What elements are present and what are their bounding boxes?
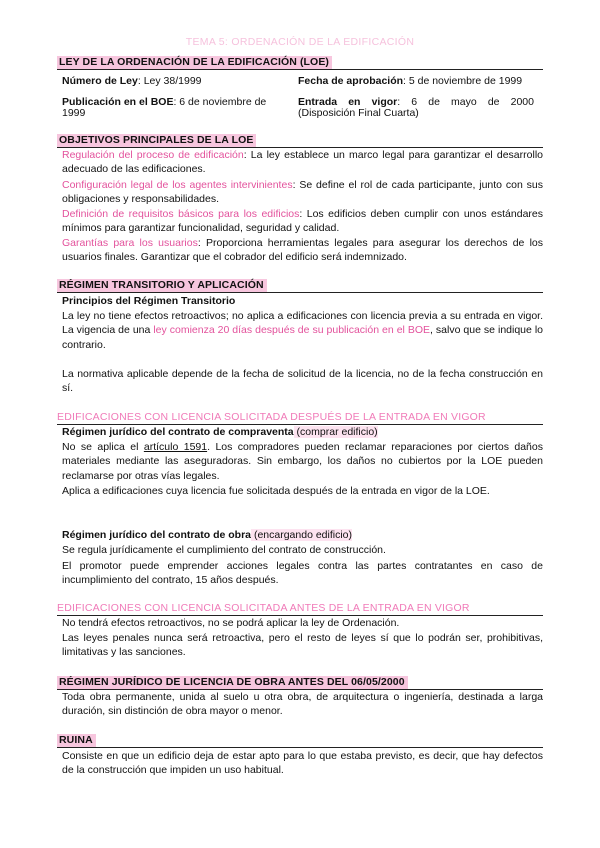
entry-into-force-value: : 6 de mayo de 2000 (Disposición Final Cuarta)	[298, 96, 534, 119]
paragraph: La normativa aplicable depende de la fecha de solicitud de la licencia, no de la fecha construcción en sí.	[62, 368, 543, 395]
paragraph: Las leyes penales nunca será retroactiva, pero el resto de leyes sí que lo podrán ser, prohibitivas, limitativas y las sanciones.	[62, 632, 543, 659]
approval-date	[298, 74, 543, 88]
paragraph: Toda obra permanente, unida al suelo u otra obra, de arquitectura o ingeniería, destinada a larga duración, sin distinción de obra mayor o menor.	[62, 691, 543, 718]
section-heading-before-entry: EDIFICACIONES CON LICENCIA SOLICITADA ANTES DE LA ENTRADA EN VIGOR	[57, 602, 470, 614]
objective-text: : Los edificios deben cumplir con unos estándares mínimos para garantizar funcionalidad, seguridad y calidad.	[62, 208, 543, 235]
objective-item	[62, 148, 543, 177]
objective-text: : La ley establece un marco legal para garantizar el desarrollo adecuado de las edificaciones.	[62, 149, 543, 176]
paragraph	[62, 440, 543, 483]
boe-publication-label: Publicación en el BOE	[62, 96, 174, 108]
approval-date-value: : 5 de noviembre de 1999	[403, 75, 523, 87]
subheading-sale-contract	[62, 425, 462, 439]
highlighted-text: ley comienza 20 días después de su publicación en el BOE	[153, 324, 431, 337]
section-heading-transitional: RÉGIMEN TRANSITORIO Y APLICACIÓN	[57, 279, 267, 292]
objective-text: : Proporciona herramientas legales para asegurar los derechos de los usuarios finales. Garantizar que el cobrador del edificio será indemnizado.	[62, 237, 544, 264]
objective-title: Definición de requisitos básicos para los edificios	[62, 208, 300, 220]
article-link[interactable]: artículo 1591	[143, 441, 208, 453]
approval-date-label: Fecha de aprobación	[298, 75, 404, 87]
law-number-value: : Ley 38/1999	[137, 75, 202, 87]
document-title: TEMA 5: ORDENACIÓN DE LA EDIFICACIÓN	[185, 36, 415, 48]
law-number-label: Número de Ley	[62, 75, 138, 87]
boe-publication-value: : 6 de noviembre de 1999	[62, 96, 267, 119]
paragraph: Se regula jurídicamente el cumplimiento del contrato de construcción.	[62, 544, 386, 556]
subheading-note: (encargando edificio)	[251, 529, 353, 541]
subheading-works-contract	[62, 528, 462, 542]
objective-text: : Se define el rol de cada participante, junto con sus obligaciones y responsabilidades.	[62, 179, 543, 206]
text-run: No se aplica el	[62, 441, 144, 453]
paragraph: El promotor puede emprender acciones legales contra las partes contratantes en caso de incumplimiento del contrato, 15 años después.	[62, 560, 543, 587]
section-heading-license-before-2000: RÉGIMEN JURÍDICO DE LICENCIA DE OBRA ANTES DEL 06/05/2000	[57, 676, 408, 689]
subheading-note: (comprar edificio)	[293, 426, 378, 438]
objective-item	[62, 207, 543, 236]
subheading-bold: Régimen jurídico del contrato de obra	[62, 529, 252, 541]
paragraph	[62, 309, 543, 352]
paragraph: No tendrá efectos retroactivos, no se podrá aplicar la ley de Ordenación.	[62, 617, 400, 629]
paragraph: Consiste en que un edificio deja de estar apto para lo que estaba previsto, es decir, que hay defectos de la construcción que impiden un uso habitual.	[62, 750, 543, 777]
boe-publication	[62, 97, 272, 119]
section-divider	[57, 292, 543, 293]
paragraph: Aplica a edificaciones cuya licencia fue solicitada después de la entrada en vigor de la LOE.	[62, 485, 490, 497]
section-heading-objectives: OBJETIVOS PRINCIPALES DE LA LOE	[57, 134, 256, 147]
subheading-bold: Régimen jurídico del contrato de compraventa	[62, 426, 294, 438]
subheading-transitional-principles: Principios del Régimen Transitorio	[62, 295, 236, 307]
text-run: . Los compradores pueden reclamar reparaciones por ciertos daños materiales mediante las aseguradoras. Sin embargo, los daños no cubiertos por la LOE pueden reclamarse por otras vías legales.	[62, 441, 543, 482]
entry-into-force-label: Entrada en vigor	[298, 96, 398, 108]
section-heading-ruina: RUINA	[57, 734, 96, 747]
objective-item	[62, 236, 543, 265]
section-heading-after-entry: EDIFICACIONES CON LICENCIA SOLICITADA DESPUÉS DE LA ENTRADA EN VIGOR	[57, 411, 486, 423]
section-heading-loe: LEY DE LA ORDENACIÓN DE LA EDIFICACIÓN (LOE)	[57, 56, 332, 69]
text-run: La ley no tiene efectos retroactivos; no aplica a edificaciones con licencia previa a su entrada en vigor. La vigencia de una	[62, 310, 543, 337]
objective-title: Configuración legal de los agentes intervinientes	[62, 179, 293, 191]
objective-title: Regulación del proceso de edificación	[62, 149, 244, 161]
section-divider	[57, 69, 543, 70]
objective-title: Garantías para los usuarios	[62, 237, 198, 249]
law-number	[62, 74, 272, 88]
text-run: , salvo que se indique lo contrario.	[62, 324, 543, 351]
objective-item	[62, 178, 543, 207]
section-divider	[57, 747, 543, 748]
entry-into-force	[298, 97, 534, 119]
